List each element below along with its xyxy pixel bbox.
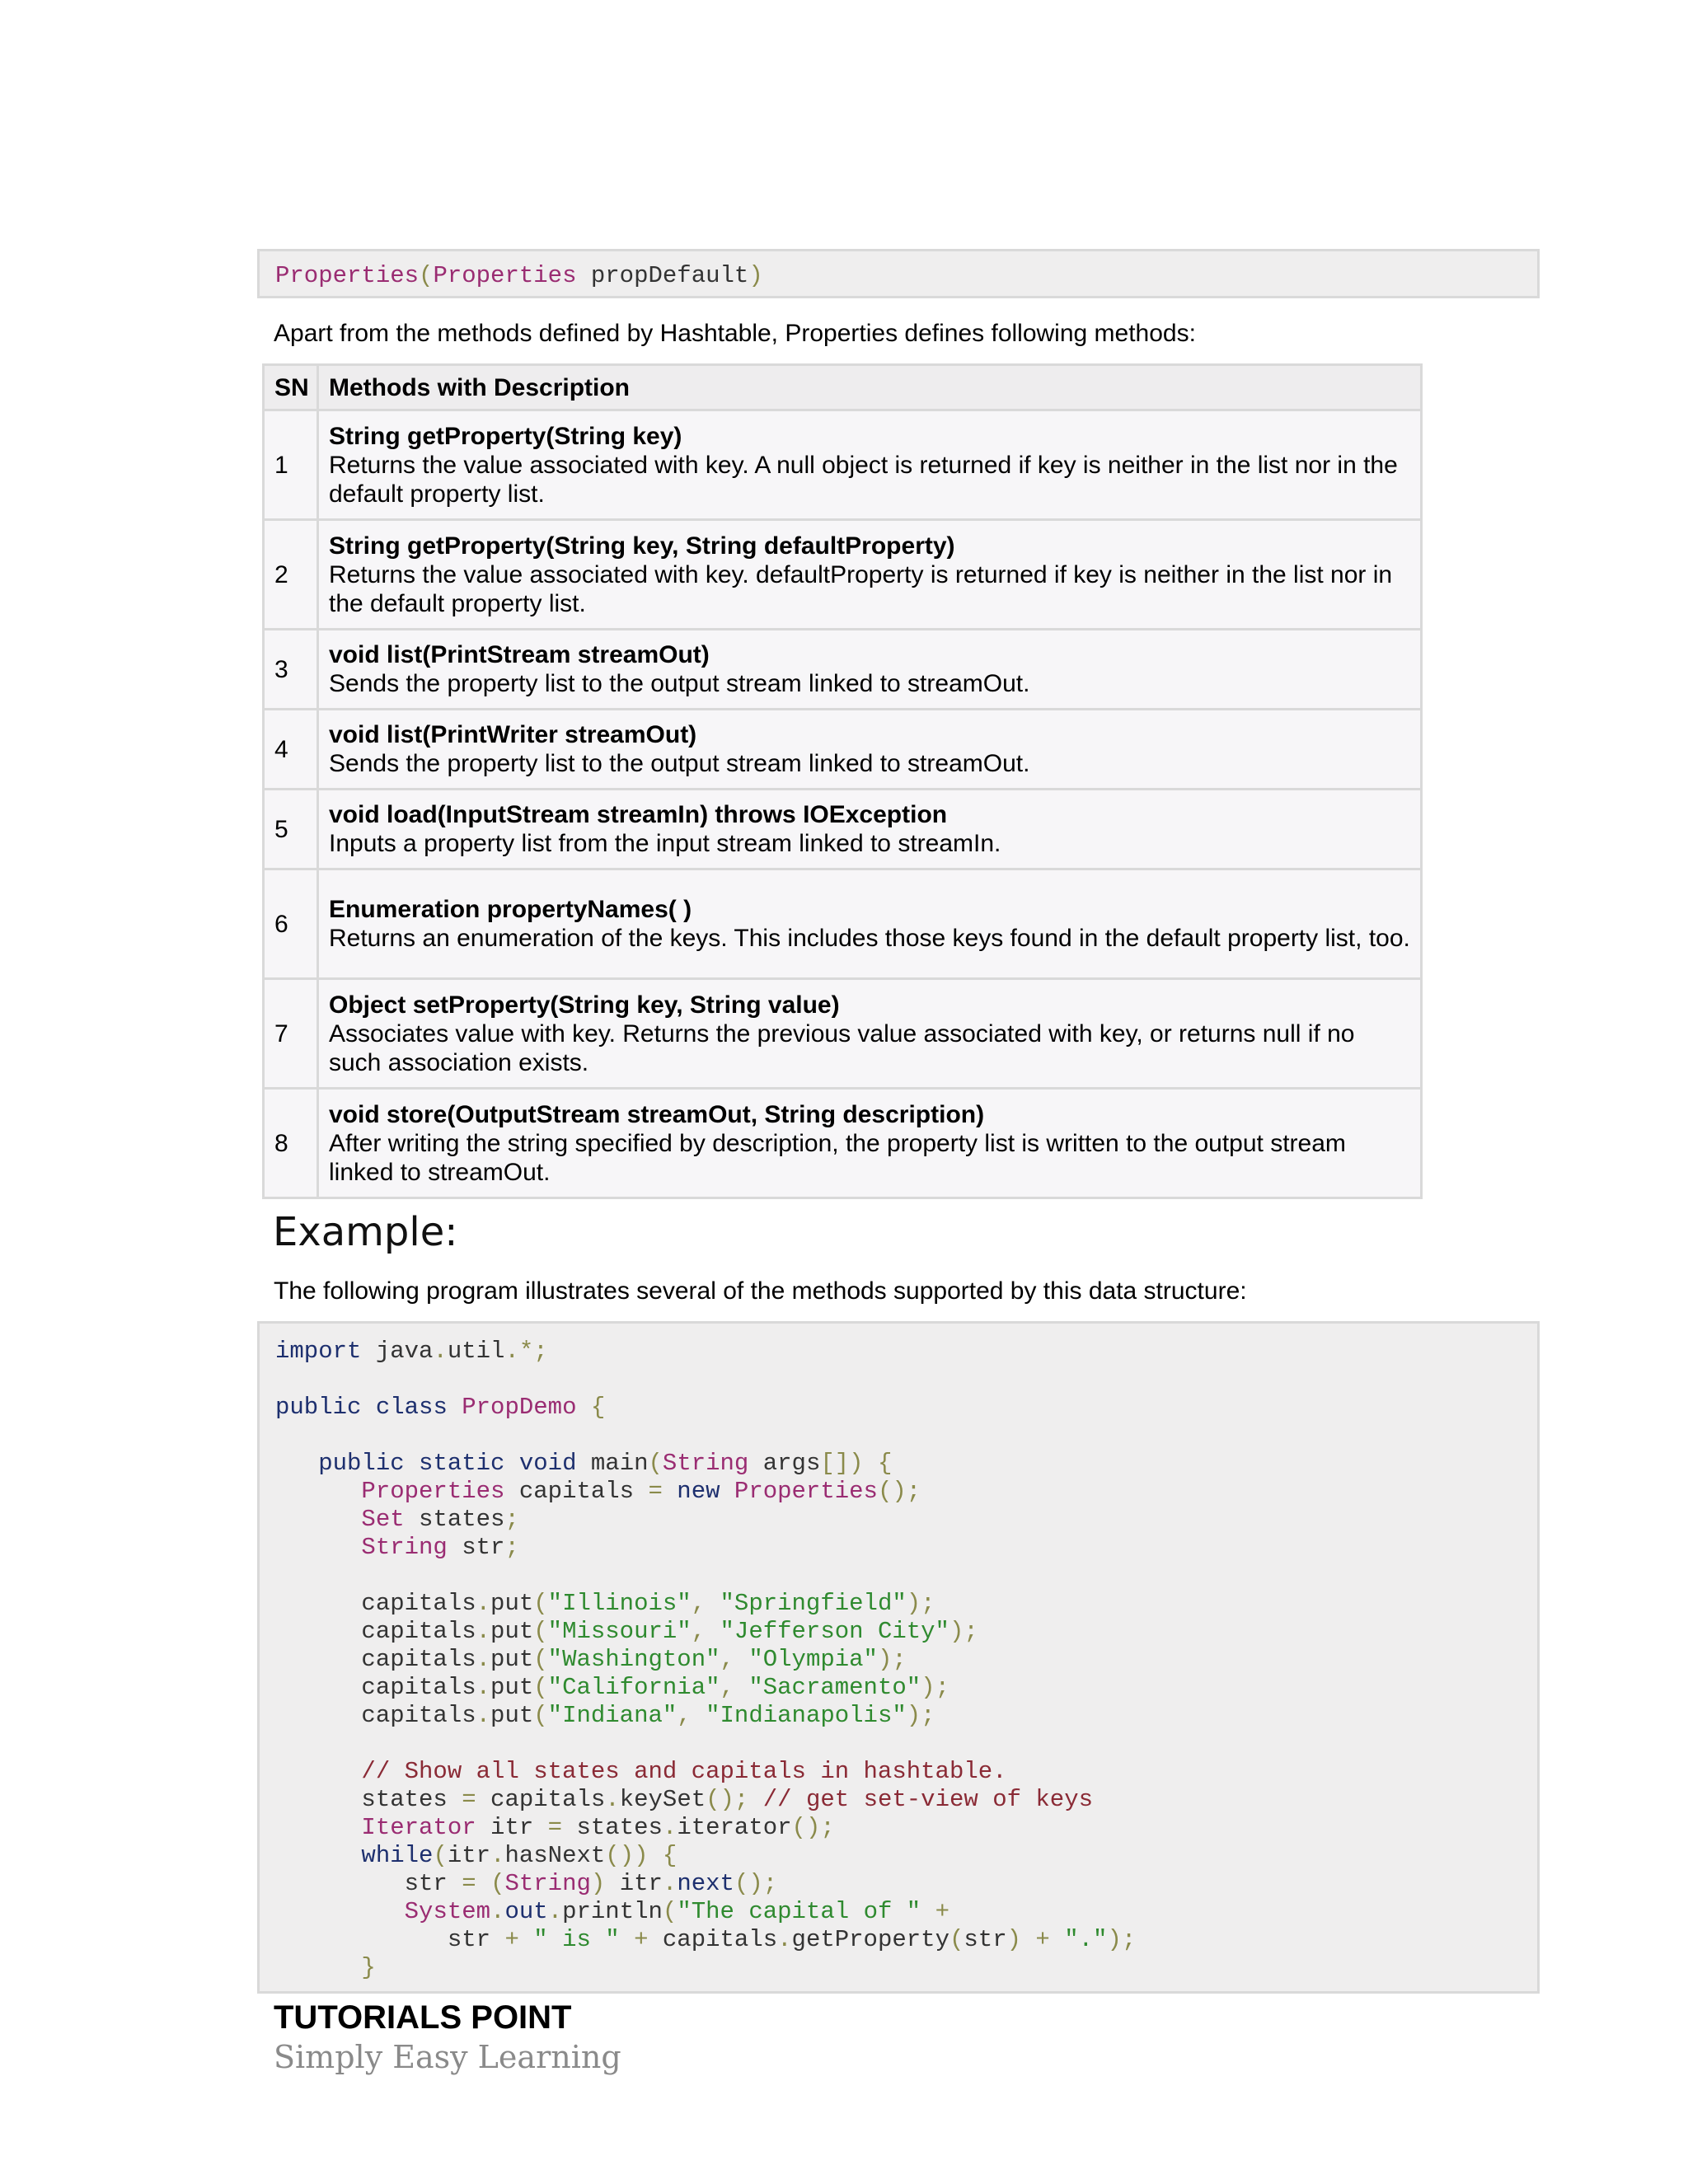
code-token: itr: [447, 1842, 491, 1869]
code-token: {: [877, 1450, 893, 1477]
code-token: []): [820, 1450, 864, 1477]
code-token: Set: [361, 1506, 405, 1533]
row-sn: 4: [264, 710, 318, 790]
code-token: hasNext: [504, 1842, 606, 1869]
code-token: [275, 1842, 361, 1869]
code-token: args: [748, 1450, 821, 1477]
code-token: "Washington": [547, 1646, 720, 1673]
code-token: util: [447, 1338, 505, 1365]
code-token: ): [748, 262, 763, 289]
method-signature: void load(InputStream streamIn) throws IOException: [329, 801, 948, 828]
code-line: [275, 1814, 1537, 1842]
code-token: .: [490, 1898, 505, 1925]
code-line: [275, 1590, 1537, 1618]
code-token: put: [490, 1618, 534, 1645]
method-signature: void list(PrintWriter streamOut): [329, 721, 697, 748]
code-token: [663, 1478, 677, 1505]
code-token: "Indiana": [547, 1702, 678, 1729]
code-line: [275, 1394, 1537, 1422]
row-sn: 6: [264, 869, 318, 979]
code-token: [504, 1450, 518, 1477]
code-line: [275, 1450, 1537, 1478]
code-token: put: [490, 1674, 534, 1701]
code-line: [275, 1870, 1537, 1898]
table-row: [264, 790, 1422, 869]
code-token: out: [504, 1898, 548, 1925]
code-token: [476, 1870, 490, 1897]
row-sn: 3: [264, 630, 318, 710]
code-token: states: [275, 1786, 462, 1813]
method-signature: String getProperty(String key): [329, 422, 682, 450]
code-token: (: [419, 262, 434, 289]
code-token: String: [361, 1534, 448, 1561]
code-token: .: [662, 1870, 678, 1897]
code-token: "Missouri": [547, 1618, 692, 1645]
code-token: str: [275, 1926, 505, 1953]
code-token: new: [677, 1478, 720, 1505]
code-line: [275, 1674, 1537, 1702]
code-token: ();: [877, 1478, 921, 1505]
code-token: .: [605, 1786, 620, 1813]
column-header-sn: SN: [264, 365, 318, 410]
code-token: [275, 1954, 361, 1981]
code-token: ,: [720, 1674, 734, 1701]
code-token: [706, 1618, 720, 1645]
code-token: String: [504, 1870, 591, 1897]
code-token: [361, 1394, 375, 1421]
method-description: Returns the value associated with key. A null object is returned if key is neither in the list nor in the default property list.: [329, 451, 1398, 508]
method-description: Sends the property list to the output stream linked to streamOut.: [329, 670, 1030, 697]
code-token: [275, 1506, 361, 1533]
code-token: Properties: [734, 1478, 878, 1505]
example-intro-text: The following program illustrates several of the methods supported by this data structure:: [274, 1277, 1247, 1305]
code-line: [275, 1646, 1537, 1674]
code-token: println: [562, 1898, 663, 1925]
code-token: (: [648, 1450, 663, 1477]
code-token: keySet: [619, 1786, 706, 1813]
code-token: .: [476, 1646, 491, 1673]
code-token: }: [361, 1954, 376, 1981]
code-token: put: [490, 1646, 534, 1673]
method-description: Sends the property list to the output stream linked to streamOut.: [329, 750, 1030, 777]
code-token: (: [433, 1842, 448, 1869]
code-token: =: [462, 1870, 476, 1897]
code-token: (: [533, 1646, 548, 1673]
code-token: // get set-view of keys: [762, 1786, 1094, 1813]
code-token: [748, 1786, 762, 1813]
code-token: states: [404, 1506, 505, 1533]
code-token: PropDemo: [462, 1394, 577, 1421]
code-token: while: [361, 1842, 434, 1869]
code-token: [864, 1450, 878, 1477]
code-token: import: [275, 1338, 362, 1365]
row-sn: 1: [264, 410, 318, 520]
code-token: {: [590, 1394, 606, 1421]
method-signature: void list(PrintStream streamOut): [329, 641, 710, 668]
code-token: capitals: [504, 1478, 649, 1505]
code-line: [275, 1478, 1537, 1506]
code-token: ();: [706, 1786, 749, 1813]
code-token: );: [906, 1590, 935, 1617]
code-token: (: [533, 1590, 548, 1617]
code-token: ,: [677, 1702, 692, 1729]
code-token: "The capital of ": [677, 1898, 921, 1925]
code-token: [576, 1394, 590, 1421]
code-token: +: [935, 1898, 950, 1925]
table-row: [264, 520, 1422, 630]
code-token: .: [662, 1814, 678, 1841]
code-token: getProperty: [791, 1926, 950, 1953]
code-token: states: [562, 1814, 663, 1841]
code-token: );: [877, 1646, 907, 1673]
code-line: [275, 1422, 1537, 1450]
footer-brand-subtitle: Simply Easy Learning: [274, 2039, 621, 2075]
code-line: [275, 1534, 1537, 1562]
code-token: "Olympia": [748, 1646, 878, 1673]
code-token: System: [404, 1898, 491, 1925]
code-token: capitals: [275, 1618, 476, 1645]
code-token: .: [476, 1702, 491, 1729]
code-token: [734, 1674, 748, 1701]
code-token: [448, 1394, 462, 1421]
row-sn: 8: [264, 1089, 318, 1198]
code-line: [275, 1758, 1537, 1786]
method-signature: String getProperty(String key, String defaultProperty): [329, 532, 955, 560]
code-line: [275, 1702, 1537, 1730]
code-line: [275, 1898, 1537, 1926]
code-token: [275, 1478, 361, 1505]
code-token: [734, 1646, 748, 1673]
code-line: [275, 1366, 1537, 1394]
method-signature: Object setProperty(String key, String value): [329, 991, 840, 1019]
code-token: ();: [791, 1814, 835, 1841]
method-signature: Enumeration propertyNames( ): [329, 896, 692, 923]
method-description: After writing the string specified by description, the property list is written to the output stream linked to streamOut.: [329, 1129, 1346, 1186]
code-token: {: [662, 1842, 678, 1869]
code-token: put: [490, 1702, 534, 1729]
code-token: void: [518, 1450, 577, 1477]
code-token: [275, 1814, 361, 1841]
code-token: class: [375, 1394, 448, 1421]
table-row: [264, 1089, 1422, 1198]
row-method-cell: [318, 710, 1422, 790]
code-token: );: [906, 1702, 935, 1729]
code-token: ,: [691, 1618, 706, 1645]
methods-intro-text: Apart from the methods defined by Hashtable, Properties defines following methods:: [274, 320, 1196, 347]
code-token: capitals: [275, 1702, 476, 1729]
method-description: Returns the value associated with key. defaultProperty is returned if key is neither in the list nor in the default property list.: [329, 560, 1393, 617]
example-code-block: [257, 1321, 1540, 1994]
code-token: .: [476, 1674, 491, 1701]
code-line: [275, 1562, 1537, 1590]
code-token: [275, 1758, 361, 1785]
table-row: [264, 869, 1422, 979]
code-token: ): [590, 1870, 606, 1897]
method-description: Returns an enumeration of the keys. This includes those keys found in the default property list, too.: [329, 925, 1410, 952]
method-description: Associates value with key. Returns the previous value associated with key, or returns null if no such association exists.: [329, 1019, 1355, 1076]
code-token: ()): [605, 1842, 649, 1869]
code-token: [275, 1898, 405, 1925]
code-token: [921, 1898, 935, 1925]
code-token: "Springfield": [720, 1590, 907, 1617]
code-token: (: [533, 1618, 548, 1645]
code-token: [519, 1926, 533, 1953]
code-token: capitals: [275, 1646, 476, 1673]
code-token: );: [949, 1618, 978, 1645]
code-token: capitals: [476, 1786, 606, 1813]
code-token: java: [361, 1338, 434, 1365]
code-token: ;: [504, 1506, 519, 1533]
code-token: .*;: [504, 1338, 548, 1365]
row-method-cell: [318, 790, 1422, 869]
code-token: =: [648, 1478, 663, 1505]
row-method-cell: [318, 1089, 1422, 1198]
code-token: [692, 1702, 706, 1729]
code-token: "California": [547, 1674, 720, 1701]
row-method-cell: [318, 979, 1422, 1089]
code-token: (: [533, 1702, 548, 1729]
code-token: Iterator: [361, 1814, 476, 1841]
code-token: static: [419, 1450, 505, 1477]
code-token: );: [921, 1674, 950, 1701]
code-token: put: [490, 1590, 534, 1617]
table-header-row: [264, 365, 1422, 410]
code-token: (: [490, 1870, 505, 1897]
method-signature: void store(OutputStream streamOut, String description): [329, 1100, 985, 1128]
code-token: public: [275, 1394, 362, 1421]
code-line: [275, 1730, 1537, 1758]
table-row: [264, 630, 1422, 710]
method-description: Inputs a property list from the input stream linked to streamIn.: [329, 830, 1001, 857]
code-line: [275, 1786, 1537, 1814]
column-header-methods: Methods with Description: [318, 365, 1422, 410]
code-token: iterator: [677, 1814, 792, 1841]
code-token: [1021, 1926, 1035, 1953]
code-token: =: [462, 1786, 476, 1813]
code-token: (: [533, 1674, 548, 1701]
code-token: main: [576, 1450, 649, 1477]
code-token: =: [547, 1814, 563, 1841]
code-line: [275, 1842, 1537, 1870]
example-heading: Example:: [273, 1209, 458, 1255]
row-sn: 2: [264, 520, 318, 630]
code-line: [275, 1926, 1537, 1954]
code-token: [405, 1450, 419, 1477]
code-token: [649, 1842, 663, 1869]
code-token: itr: [476, 1814, 548, 1841]
code-token: .: [547, 1898, 563, 1925]
code-token: str: [447, 1534, 505, 1561]
code-token: +: [634, 1926, 649, 1953]
code-token: next: [677, 1870, 734, 1897]
code-token: "Sacramento": [748, 1674, 921, 1701]
constructor-code-block: [257, 249, 1540, 298]
code-token: );: [1107, 1926, 1137, 1953]
code-token: capitals: [648, 1926, 778, 1953]
code-token: ,: [691, 1590, 706, 1617]
code-token: Properties: [275, 262, 420, 289]
code-token: String: [662, 1450, 749, 1477]
footer-brand-title: TUTORIALS POINT: [274, 1999, 572, 2036]
methods-table: [262, 363, 1423, 1199]
code-token: [275, 1450, 318, 1477]
code-token: "Illinois": [547, 1590, 692, 1617]
code-token: ): [1006, 1926, 1022, 1953]
code-token: ,: [720, 1646, 734, 1673]
code-token: public: [318, 1450, 405, 1477]
code-token: capitals: [275, 1674, 476, 1701]
row-method-cell: [318, 869, 1422, 979]
row-method-cell: [318, 410, 1422, 520]
row-sn: 5: [264, 790, 318, 869]
code-token: +: [504, 1926, 519, 1953]
code-token: Properties: [361, 1478, 505, 1505]
code-token: " is ": [533, 1926, 620, 1953]
code-token: ".": [1064, 1926, 1108, 1953]
code-token: ();: [734, 1870, 778, 1897]
row-method-cell: [318, 520, 1422, 630]
table-row: [264, 979, 1422, 1089]
code-token: .: [476, 1618, 491, 1645]
code-token: [620, 1926, 634, 1953]
code-token: .: [433, 1338, 448, 1365]
code-token: (: [662, 1898, 678, 1925]
code-token: [720, 1478, 734, 1505]
code-token: [275, 1534, 361, 1561]
code-token: Properties: [433, 262, 577, 289]
code-token: .: [490, 1842, 505, 1869]
code-token: str: [964, 1926, 1007, 1953]
code-token: .: [777, 1926, 792, 1953]
code-token: // Show all states and capitals in hashtable.: [361, 1758, 1007, 1785]
table-row: [264, 410, 1422, 520]
code-token: str: [275, 1870, 462, 1897]
code-line: [275, 1618, 1537, 1646]
row-sn: 7: [264, 979, 318, 1089]
code-token: "Jefferson City": [720, 1618, 950, 1645]
code-token: capitals: [275, 1590, 476, 1617]
code-token: [1050, 1926, 1064, 1953]
code-line: [275, 1954, 1537, 1982]
code-line: [275, 1338, 1537, 1366]
code-line: [275, 1506, 1537, 1534]
row-method-cell: [318, 630, 1422, 710]
code-token: propDefault: [576, 262, 749, 289]
code-token: [706, 1590, 720, 1617]
code-token: +: [1035, 1926, 1050, 1953]
table-row: [264, 710, 1422, 790]
code-token: (: [949, 1926, 964, 1953]
code-token: ;: [504, 1534, 519, 1561]
code-token: itr: [605, 1870, 663, 1897]
code-token: .: [476, 1590, 491, 1617]
code-token: "Indianapolis": [706, 1702, 907, 1729]
